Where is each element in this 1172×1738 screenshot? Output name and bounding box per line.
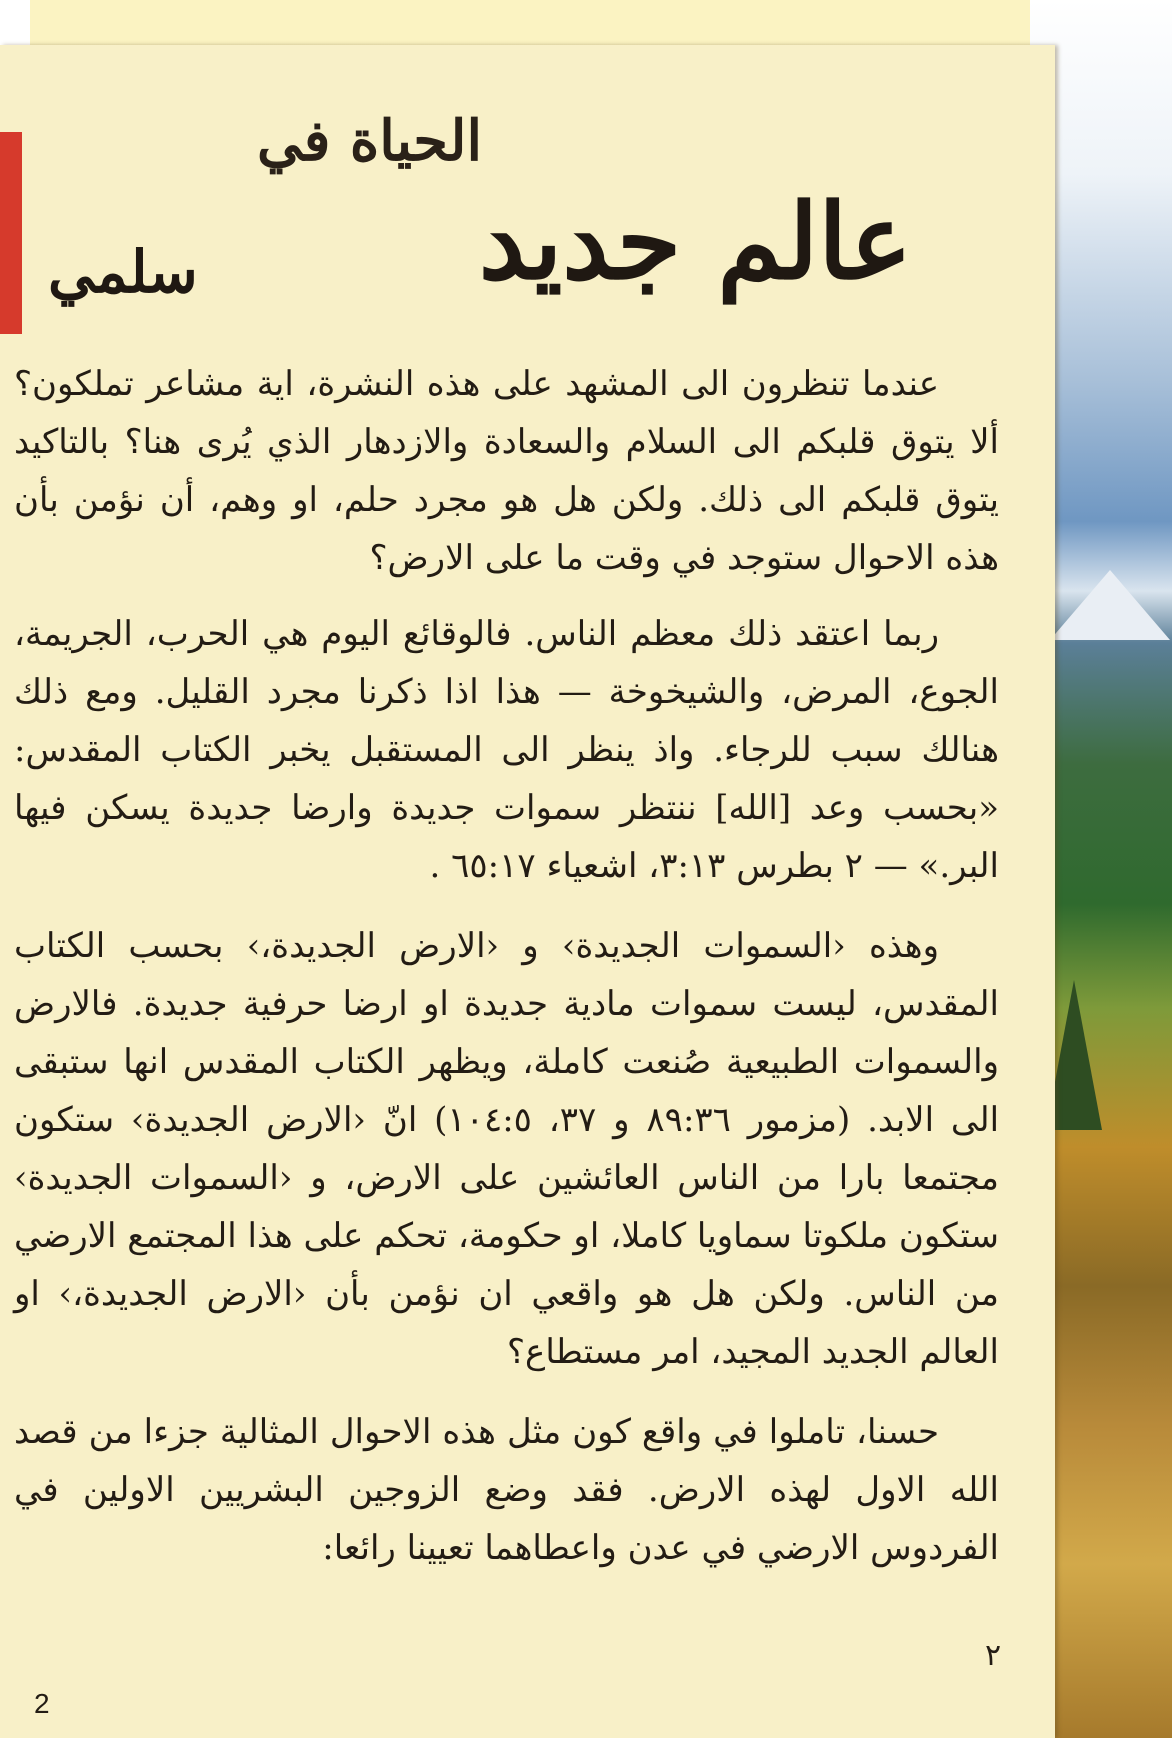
page-number-arabic: ٢: [985, 1638, 1002, 1673]
paragraph-3: وهذه ‹السموات الجديدة› و ‹الارض الجديدة،› بحسب الكتاب المقدس، ليست سموات مادية جديدة او ارضا حرفية جديدة. فالارض والسموات الطبيعية صُنعت كاملة، ويظهر الكتاب المقدس انها ستبقى الى الابد. (مزمور ٨٩:٣٦ و ٣٧، ١٠٤:٥) انّ ‹الارض الجديدة› ستكون مجتمعا بارا من الناس العائشين على الارض، و ‹السموات الجديدة› ستكون ملكوتا سماويا كاملا، او حكومة، تحكم على هذا المجتمع الارضي من الناس. ولكن هل هو واقعي ان نؤمن بأن ‹الارض الجديدة،› او العالم الجديد المجيد، امر مستطاع؟: [14, 926, 1000, 1372]
paragraph-1: عندما تنظرون الى المشهد على هذه النشرة، اية مشاعر تملكون؟ ألا يتوق قلبكم الى السلام والسعادة والازدهار الذي يُرى هنا؟ بالتاكيد يتوق قلبكم الى ذلك. ولكن هل هو مجرد حلم، او وهم، أن نؤمن بأن هذه الاحوال ستوجد في وقت ما على الارض؟: [14, 364, 999, 578]
paragraph-2: ربما اعتقد ذلك معظم الناس. فالوقائع اليوم هي الحرب، الجريمة، الجوع، المرض، والشيخوخة — هذا اذا ذكرنا مجرد القليل. ومع ذلك هنالك سبب للرجاء. واذ ينظر الى المستقبل يخبر الكتاب المقدس: «بحسب وعد [الله] ننتظر سموات جديدة وارضا جديدة يسكن فيها البر.» — ٢ بطرس ٣:١٣، اشعياء ٦٥:١٧ .: [14, 614, 999, 886]
mountain-illustration: [1050, 570, 1170, 640]
title-line-2: عالم جديد: [478, 180, 912, 303]
accent-bar: [0, 132, 22, 334]
article-body: [14, 355, 999, 1595]
page-number: 2: [34, 1688, 50, 1719]
title-line-1: الحياة في: [256, 108, 482, 174]
paragraph-4: حسنا، تاملوا في واقع كون مثل هذه الاحوال المثالية جزءا من قصد الله الاول لهذه الارض. فقد وضع الزوجين البشريين الاولين في الفردوس الارضي في عدن واعطاهما تعيينا رائعا:: [14, 1412, 999, 1568]
title-line-3: سلمي: [48, 238, 198, 306]
